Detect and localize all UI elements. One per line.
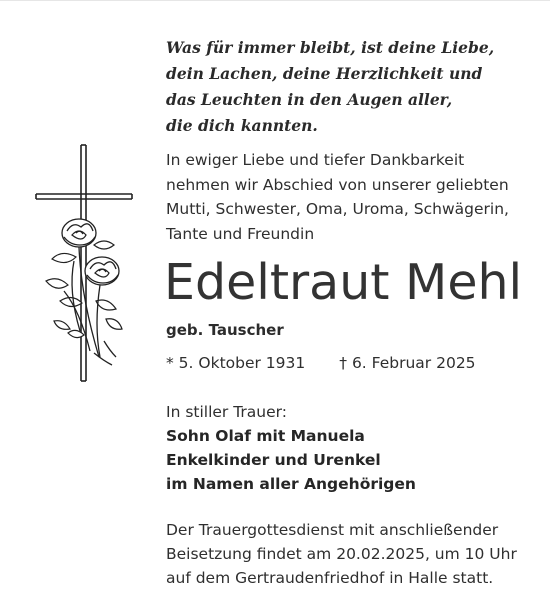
service-line: Beisetzung findet am 20.02.2025, um 10 Uhr xyxy=(166,545,517,563)
life-dates xyxy=(166,352,476,374)
mourners-block xyxy=(166,400,416,496)
death-date: † 6. Februar 2025 xyxy=(339,354,476,372)
intro-line: nehmen wir Abschied von unserer geliebten xyxy=(166,175,509,194)
mourner-name: Sohn Olaf mit Manuela xyxy=(166,427,365,445)
deceased-name: Edeltraut Mehl xyxy=(164,254,523,311)
mourners-lead: In stiller Trauer: xyxy=(166,403,287,421)
motto-verse xyxy=(166,35,536,139)
mourner-name: im Namen aller Angehörigen xyxy=(166,475,416,493)
maiden-name: geb. Tauscher xyxy=(166,321,284,339)
motto-line: das Leuchten in den Augen aller, xyxy=(166,90,453,109)
motto-line: die dich kannten. xyxy=(166,116,318,135)
intro-line: Mutti, Schwester, Oma, Uroma, Schwägerin, xyxy=(166,200,509,218)
farewell-intro xyxy=(166,148,546,246)
motto-line: Was für immer bleibt, ist deine Liebe, xyxy=(166,38,495,57)
intro-line: In ewiger Liebe und tiefer Dankbarkeit xyxy=(166,151,465,169)
service-line: auf dem Gertraudenfriedhof in Halle statt. xyxy=(166,569,494,587)
funeral-service-info xyxy=(166,518,517,590)
service-line: Der Trauergottesdienst mit anschließender xyxy=(166,521,499,539)
cross-with-roses-icon xyxy=(34,141,144,386)
birth-date: * 5. Oktober 1931 xyxy=(166,354,306,372)
mourner-name: Enkelkinder und Urenkel xyxy=(166,451,381,469)
intro-line: Tante und Freundin xyxy=(166,224,315,243)
motto-line: dein Lachen, deine Herzlichkeit und xyxy=(166,64,483,83)
